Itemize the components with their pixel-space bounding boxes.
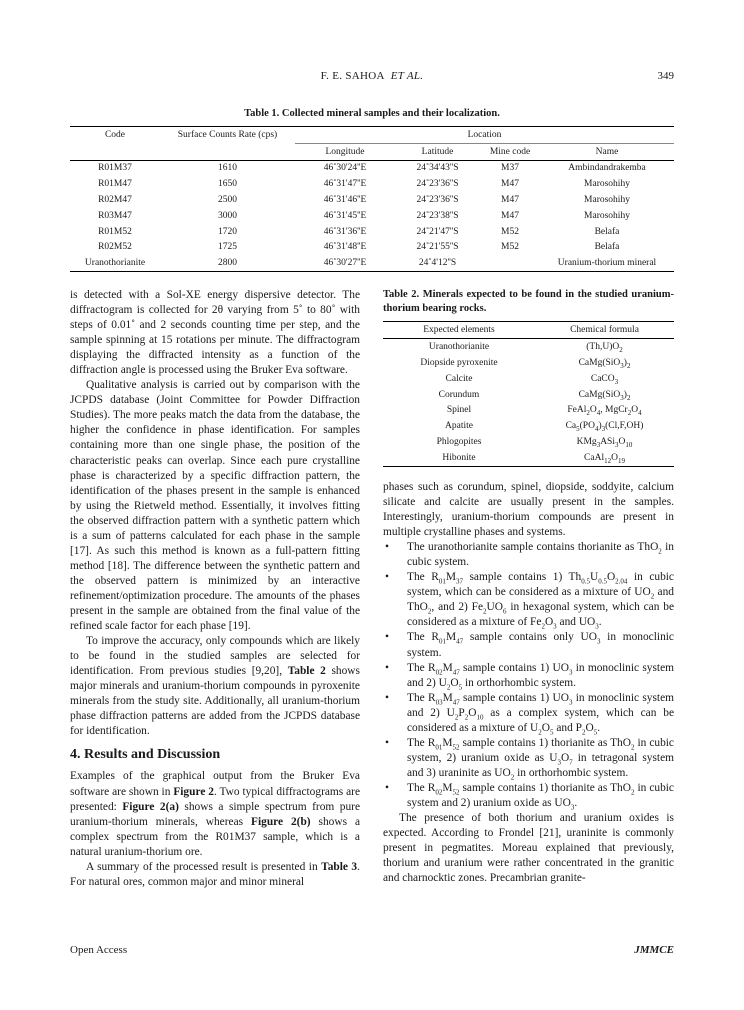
table2-ref: Table 2 <box>287 665 326 678</box>
table-row <box>383 355 674 371</box>
t2-element-cell: Hibonite <box>383 450 535 466</box>
table2-caption: Table 2. Minerals expected to be found in the studied uranium-thorium bearing rocks. <box>383 289 674 314</box>
t1-cell: 46˚31'48''E <box>323 242 367 253</box>
list-item: • The $R_{01}M_{52}$ sample contains 1) thorianite as ThO$_2$ in cubic system, 2) uranium oxide as $U_3O_7$ in tetragonal system and 3) uraninite as $UO_2$ in orthorhombic system. <box>385 736 674 782</box>
table-row <box>383 371 674 387</box>
t1-head-longitude: Longitude <box>295 143 395 160</box>
t2-formula-cell: $CaMg(SiO_3)_2$ <box>578 357 631 370</box>
running-header <box>0 70 744 82</box>
left-para-4: Examples of the graphical output from the Bruker Eva software are shown in Figure 2. Two typical diffractograms are presented: Figure 2(a) shows a simple spectrum from pure uranium-thorium minerals, whereas Figure 2(b) shows a complex spectrum from the R01M37 sample, which is a natural uranium-thorium ore. <box>70 770 361 858</box>
t2-formula-cell: $FeAl_2O_4$, $MgCr_2O_4$ <box>567 405 642 418</box>
t1-cell: 1650 <box>218 179 237 190</box>
t2-element-cell: Diopside pyroxenite <box>420 357 498 368</box>
t1-head-latitude: Latitude <box>395 143 480 160</box>
t1-cell: 24˚23'36''S <box>416 195 459 206</box>
t2-element-cell: Corundum <box>438 389 480 400</box>
left-para-5: A summary of the processed result is presented in Table 3. For natural ores, common major and minor mineral <box>70 860 360 888</box>
left-para-1: is detected with a Sol-XE energy dispersive detector. The diffractogram is collected for 2θ varying from 5˚ to 80˚ with steps of 0.01˚ and 2 seconds counting time per step, and the sample spinning at 15 rotations per minute. The diffractogram displaying the diffracted intensity as a function of the diffraction angle is processed using the Bruker Eva software. <box>70 289 360 377</box>
header-authors: F. E. SAHOA <box>320 70 385 82</box>
header-etal: ET AL. <box>390 70 424 82</box>
t1-cell: Belafa <box>594 242 620 253</box>
t1-cell: 2800 <box>160 255 295 271</box>
footer-journal: JMMCE <box>634 944 674 956</box>
t1-cell: M47 <box>501 195 519 206</box>
list-item: • The $R_{02}M_{52}$ sample contains 1) thorianite as ThO$_2$ in cubic system and 2) uranium oxide as $UO_3$. <box>385 781 674 812</box>
t1-head-location: Location <box>295 127 674 144</box>
t2-head-elements: Expected elements <box>383 322 535 339</box>
t1-cell: Marosohihy <box>584 195 630 206</box>
results-list <box>383 540 674 811</box>
table-row <box>70 224 674 240</box>
t1-cell: 46˚31'47''E <box>323 179 367 190</box>
table-row <box>383 338 674 354</box>
t1-cell: 46˚30'27''E <box>295 255 395 271</box>
t1-cell: 24˚21'55''S <box>416 242 459 253</box>
t1-cell: Uranium-thorium mineral <box>540 255 674 271</box>
t1-head-name: Name <box>540 143 674 160</box>
t1-cell: R02M47 <box>98 195 132 206</box>
figure2a-ref: Figure 2(a) <box>122 800 179 813</box>
list-item: • The $R_{02}M_{47}$ sample contains 1) $UO_3$ in monoclinic system and 2) $U_2O_5$ in orthorhombic system. <box>385 661 674 691</box>
table-row <box>70 176 674 192</box>
t1-cell: 3000 <box>218 210 237 221</box>
t2-formula-cell: CaCO$_3$ <box>590 373 619 386</box>
t1-cell: M52 <box>501 242 519 253</box>
t2-element-cell: Uranothorianite <box>428 341 490 352</box>
t1-cell: 46˚31'36''E <box>323 226 367 237</box>
t1-cell: Belafa <box>594 226 620 237</box>
t1-cell: 1725 <box>218 242 237 253</box>
t1-cell <box>480 255 540 271</box>
table-row <box>383 402 674 418</box>
t1-cell: 46˚30'24''E <box>323 163 367 174</box>
t2-element-cell: Calcite <box>445 373 473 384</box>
t2-element-cell: Phlogopites <box>436 437 482 448</box>
t2-head-formula: Chemical formula <box>535 322 674 339</box>
left-para-2: Qualitative analysis is carried out by comparison with the JCPDS database (Joint Committee for Powder Diffraction Studies). The more peaks match the data from the database, the higher the confidence in phase identification. For samples containing more than one single phase, the position of the characteristic peaks can overlap. Since each pure crystalline phase is characterized by a specific diffraction pattern, the identification of the phases present in the sample is enhanced by using the Rietweld method. Essentially, it involves fitting the observed diffraction pattern with a synthetic pattern which is a sum of patterns calculated for each phase in the sample [17]. As such this method is known as a full-pattern fitting method [18]. The difference between the synthetic pattern and the observed pattern is minimized by an interactive refinement/optimization procedure. The amounts of the phases present in the sample are obtained from the final value of the refined scale factor for each phase [19]. <box>70 379 360 633</box>
t2-formula-cell: $(Th,U)O_2$ <box>586 341 623 354</box>
t2-formula-cell: $Ca_5(PO_4)_3(Cl,F,OH)$ <box>565 421 644 434</box>
t1-head-rate: Surface Counts Rate (cps) <box>160 127 295 144</box>
section-heading: 4. Results and Discussion <box>70 747 221 763</box>
figure2-ref: Figure 2 <box>173 785 214 798</box>
t2-formula-cell: $CaMg(SiO_3)_2$ <box>578 389 631 402</box>
t1-cell: R01M47 <box>98 179 132 190</box>
table1 <box>70 126 674 272</box>
right-para-1: phases such as corundum, spinel, diopside, soddyite, calcium silicate and calcite are usually present in the samples. Interestingly, uranium-thorium compounds are present in multiple crystalline phases and systems. <box>383 481 674 539</box>
t1-cell: 1720 <box>218 226 237 237</box>
table-row <box>383 387 674 403</box>
t1-cell: 46˚31'46''E <box>323 195 367 206</box>
t2-formula-cell: $CaAl_{12}O_{19}$ <box>535 450 674 466</box>
t1-cell: Marosohihy <box>584 179 630 190</box>
table-row <box>383 434 674 450</box>
t1-cell: 24˚34'43''S <box>416 163 459 174</box>
right-column <box>383 480 674 886</box>
figure2b-ref: Figure 2(b) <box>251 815 311 828</box>
t1-cell: 2500 <box>218 195 237 206</box>
t1-cell: Uranothorianite <box>70 255 160 271</box>
table-row <box>70 208 674 224</box>
table-row <box>383 450 674 466</box>
t1-cell: 1610 <box>218 163 237 174</box>
t1-cell: M47 <box>501 179 519 190</box>
t1-cell: M37 <box>501 163 519 174</box>
t1-cell: M52 <box>501 226 519 237</box>
t2-element-cell: Spinel <box>446 405 472 416</box>
t1-cell: 24˚21'47''S <box>416 226 459 237</box>
t1-cell: R02M52 <box>98 242 132 253</box>
left-para-3: To improve the accuracy, only compounds which are likely to be found in the studied samples are selected for identification. From previous studies [9,20], Table 2 shows major minerals and uranium-thorium compounds in pyroxenite minerals from the study site. Additionally, all uranium-thorium phase diffraction patterns are added from the JCPDS database for identification. <box>70 635 360 738</box>
right-para-2: The presence of both thorium and uranium oxides is expected. According to Frondel [21], uraninite is commonly present in pegmatites. Moreau explained that previously, thorium and uranium were rather concentrated in the granitic and charnocktic zones. Precambrian granite- <box>383 812 674 885</box>
table-row <box>383 418 674 434</box>
t1-head-code: Code <box>70 127 160 144</box>
t2-formula-cell: $KMg_3ASi_3O_{10}$ <box>576 437 633 450</box>
list-item: • The uranothorianite sample contains thorianite as ThO$_2$ in cubic system. <box>385 541 674 569</box>
page-number: 349 <box>657 70 674 82</box>
t1-cell: 24˚23'36''S <box>416 179 459 190</box>
list-item: • The $R_{01}M_{37}$ sample contains 1) $Th_{0.5}U_{0.5}O_{2.04}$ in cubic system, which can be considered as a mixture of $UO_2$ and ThO$_2$, and 2) $Fe_2UO_6$ in hexagonal system, which can be considered as a mixture of $Fe_2O_3$ and $UO_3$. <box>385 571 675 631</box>
t1-cell: Marosohihy <box>584 210 630 221</box>
table1-caption: Table 1. Collected mineral samples and their localization. <box>244 108 500 119</box>
t1-cell: R03M47 <box>98 210 132 221</box>
t1-cell: 24˚23'38''S <box>416 210 459 221</box>
list-item: • The $R_{01}M_{47}$ sample contains only $UO_3$ in monoclinic system. <box>385 631 674 659</box>
table-row <box>70 255 674 271</box>
table3-ref: Table 3 <box>321 860 358 873</box>
table-row <box>70 160 674 176</box>
t1-head-mine-code: Mine code <box>480 143 540 160</box>
table2 <box>383 321 674 467</box>
t1-cell: 24˚4'12''S <box>395 255 480 271</box>
t1-cell: 46˚31'45''E <box>323 210 367 221</box>
table-row <box>70 192 674 208</box>
left-column <box>70 288 360 890</box>
t1-cell: M47 <box>501 210 519 221</box>
t1-cell: R01M37 <box>98 163 132 174</box>
list-item: • The $R_{03}M_{47}$ sample contains 1) $UO_3$ in monoclinic system and 2) $U_2P_2O_{10}$ as a complex system, which can be considered as a mixture of $U_2O_5$ and $P_2O_5$. <box>385 691 674 737</box>
table-row <box>70 240 674 256</box>
t1-cell: Ambindandrakemba <box>568 163 646 174</box>
t2-element-cell: Apatite <box>445 421 473 432</box>
footer-open-access: Open Access <box>70 944 128 956</box>
t1-cell: R01M52 <box>98 226 132 237</box>
